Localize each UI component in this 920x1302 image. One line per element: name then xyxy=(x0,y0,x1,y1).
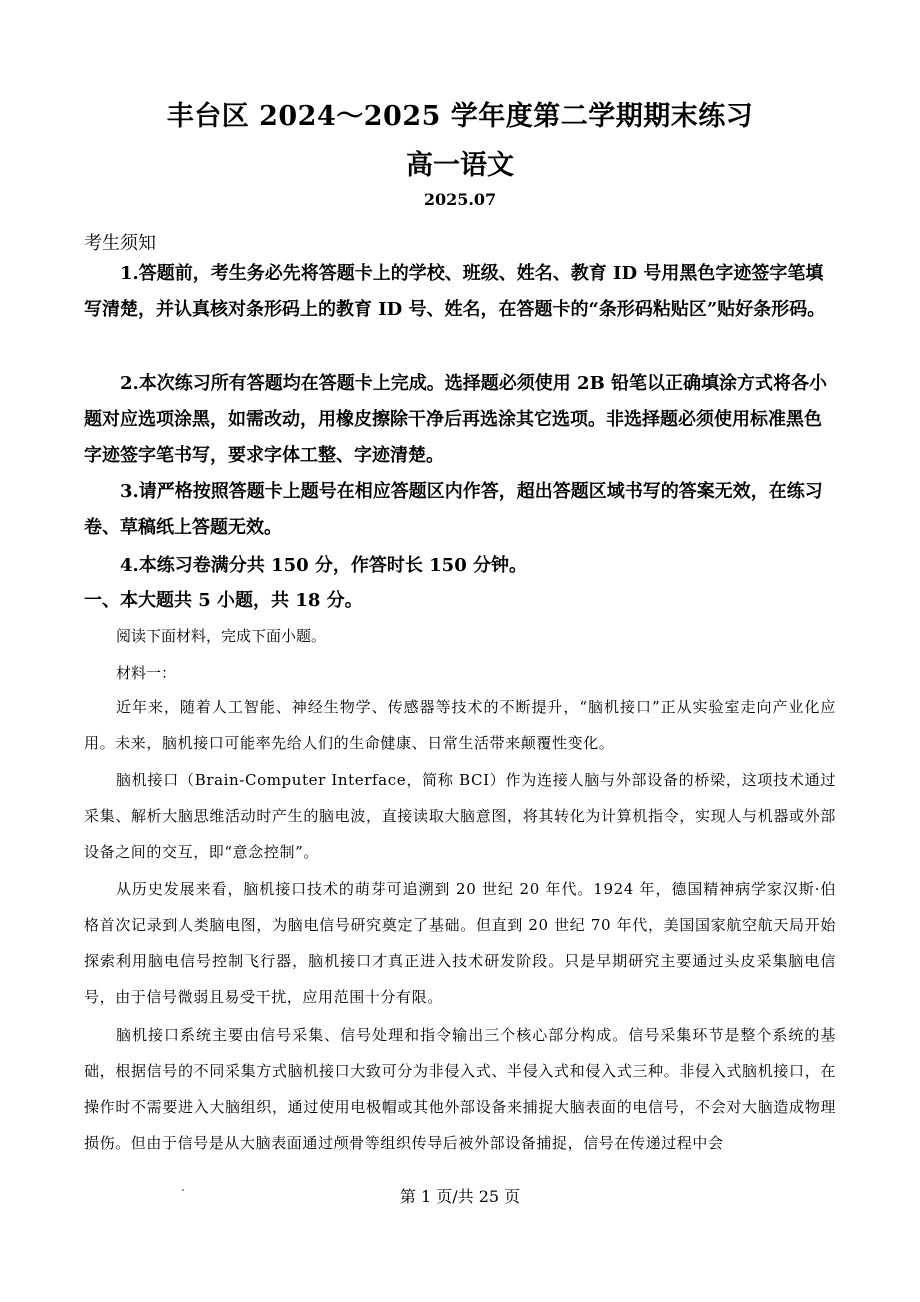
material-paragraph: 近年来，随着人工智能、神经生物学、传感器等技术的不断提升，“脑机接口”正从实验室走向产业化应用。未来，脑机接口可能率先给人们的生命健康、日常生活带来颠覆性变化。 xyxy=(84,698,836,752)
exam-subject: 高一语文 xyxy=(406,150,514,181)
notice-item: 3.请严格按照答题卡上题号在相应答题区内作答，超出答题区域书写的答案无效，在练习卷、草稿纸上答题无效。 xyxy=(84,481,823,538)
reading-instruction: 阅读下面材料，完成下面小题。 xyxy=(116,627,327,645)
exam-title: 丰台区 2024～2025 学年度第二学期期末练习 xyxy=(166,101,754,132)
material-paragraph: 脑机接口（Brain-Computer Interface，简称 BCI）作为连接人脑与外部设备的桥梁，这项技术通过采集、解析大脑思维活动时产生的脑电波，直接读取大脑意图，将其转化为计算机指令，实现人与机器或外部设备之间的交互，即“意念控制”。 xyxy=(84,771,836,861)
exam-date: 2025.07 xyxy=(423,190,497,209)
notice-item: 2.本次练习所有答题均在答题卡上完成。选择题必须使用 2B 铅笔以正确填涂方式将各小题对应选项涂黑，如需改动，用橡皮擦除干净后再选涂其它选项。非选择题必须使用标准黑色字迹签字笔书写，要求字体工整、字迹清楚。 xyxy=(84,373,828,466)
section-heading: 一、本大题共 5 小题，共 18 分。 xyxy=(84,590,363,611)
page-indicator: 第 1 页/共 25 页 xyxy=(399,1187,521,1206)
notice-heading: 考生须知 xyxy=(84,233,156,254)
material-paragraph: 从历史发展来看，脑机接口技术的萌芽可追溯到 20 世纪 20 年代。1924 年，德国精神病学家汉斯·伯格首次记录到人类脑电图，为脑电信号研究奠定了基础。但直到 20 世纪 70 年代，美国国家航空航天局开始探索利用脑电信号控制飞行器，脑机接口才真正进入技术研发阶段。只是早期研究主要通过头皮采集脑电信号，由于信号微弱且易受干扰，应用范围十分有限。 xyxy=(84,880,836,1006)
material-label: 材料一： xyxy=(116,664,177,682)
notice-item: 4.本练习卷满分共 150 分，作答时长 150 分钟。 xyxy=(120,555,528,576)
notice-item: 1.答题前，考生务必先将答题卡上的学校、班级、姓名、教育 ID 号用黑色字迹签字笔填写清楚，并认真核对条形码上的教育 ID 号、姓名，在答题卡的“条形码粘贴区”贴好条形码。 xyxy=(84,263,826,320)
material-paragraph: 脑机接口系统主要由信号采集、信号处理和指令输出三个核心部分构成。信号采集环节是整个系统的基础，根据信号的不同采集方式脑机接口大致可分为非侵入式、半侵入式和侵入式三种。非侵入式脑机接口，在操作时不需要进入大脑组织，通过使用电极帽或其他外部设备来捕捉大脑表面的电信号，不会对大脑造成物理损伤。但由于信号是从大脑表面通过颅骨等组织传导后被外部设备捕捉，信号在传递过程中会 xyxy=(84,1026,836,1152)
